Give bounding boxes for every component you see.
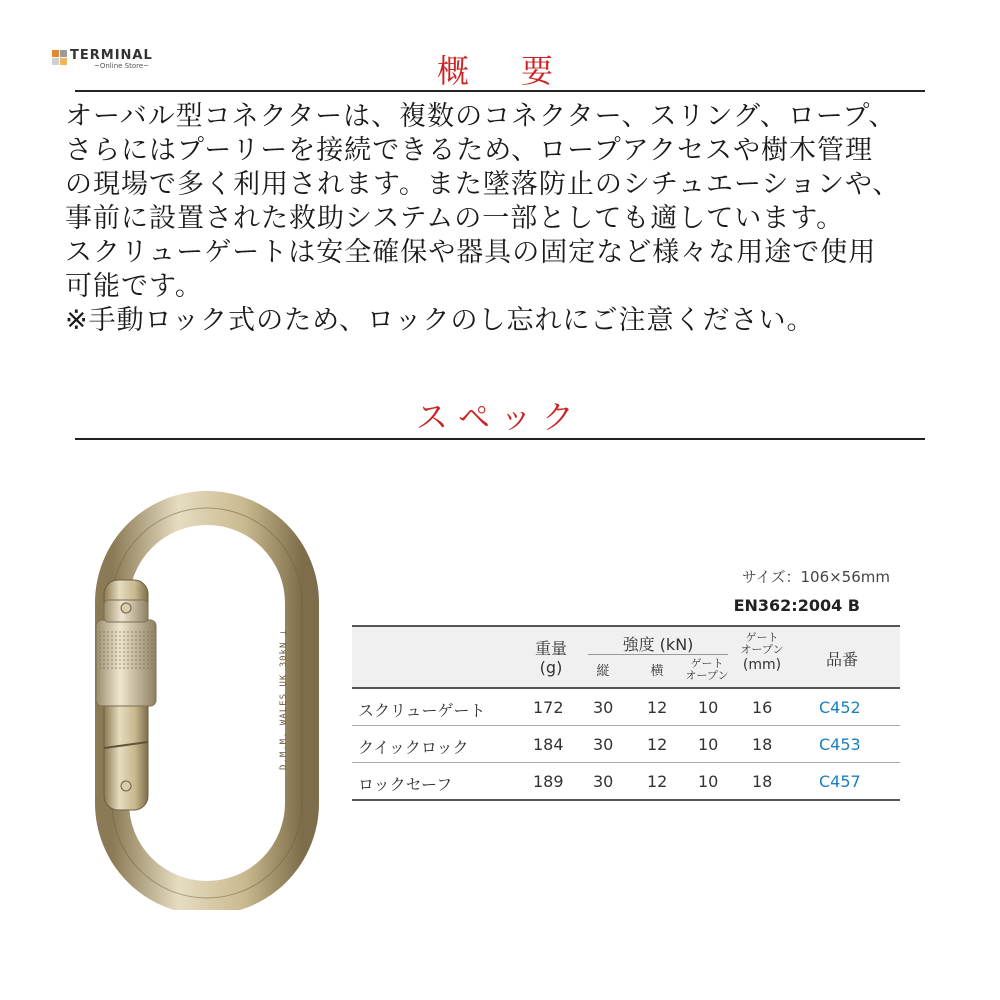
spec-table: [352, 625, 900, 801]
description-line: 事前に設置された救助システムの一部としても適しています。: [65, 203, 845, 234]
spec-divider: [75, 438, 925, 440]
spec-title: スペック: [415, 398, 584, 436]
standard-label: EN362:2004 B: [733, 596, 860, 615]
row-name: ロックセーフ: [358, 775, 453, 794]
table-row: [352, 689, 900, 726]
row-open: 16: [752, 698, 773, 717]
row-gate: 10: [698, 772, 719, 791]
logo-subtitle: ~Online Store~: [94, 62, 150, 70]
row-major: 30: [593, 772, 614, 791]
row-open: 18: [752, 772, 773, 791]
header-weight: 重量: [534, 639, 567, 658]
row-minor: 12: [647, 772, 668, 791]
header-major: 縦: [596, 664, 610, 679]
header-strength: 強度 (kN): [622, 635, 694, 654]
table-header: [352, 625, 900, 689]
header-gate-open-2: オープン: [740, 643, 784, 656]
description-line: 可能です。: [65, 271, 203, 302]
overview-divider: [75, 90, 925, 92]
description-line: スクリューゲートは安全確保や器具の固定など様々な用途で使用: [65, 237, 877, 268]
row-weight: 184: [533, 735, 564, 754]
description-line: ※手動ロック式のため、ロックのし忘れにご注意ください。: [65, 305, 815, 336]
header-minor: 横: [650, 664, 664, 679]
header-gate-open-strength-2: オープン: [685, 669, 729, 682]
row-major: 30: [593, 735, 614, 754]
table-row: [352, 726, 900, 763]
header-gate-open-strength-1: ゲート: [690, 657, 724, 670]
header-code: 品番: [825, 650, 858, 669]
row-minor: 12: [647, 735, 668, 754]
svg-text:D.M.M. WALES UK 30kN ⟂: D.M.M. WALES UK 30kN ⟂: [279, 628, 289, 770]
header-strength-divider: [588, 654, 728, 655]
row-weight: 172: [533, 698, 564, 717]
row-major: 30: [593, 698, 614, 717]
table-row: [352, 763, 900, 801]
description-line: さらにはプーリーを接続できるため、ロープアクセスや樹木管理: [65, 135, 873, 166]
row-open: 18: [752, 735, 773, 754]
row-gate: 10: [698, 735, 719, 754]
row-name: スクリューゲート: [358, 701, 486, 720]
logo-name: TERMINAL: [70, 48, 153, 63]
overview-description: [65, 100, 935, 338]
row-minor: 12: [647, 698, 668, 717]
header-gate-open-1: ゲート: [745, 631, 779, 644]
description-line: オーバル型コネクターは、複数のコネクター、スリング、ロープ、: [65, 101, 897, 132]
row-code: C453: [819, 735, 861, 754]
row-code: C457: [819, 772, 861, 791]
size-label: サイズ：106×56mm: [741, 568, 890, 586]
row-name: クイックロック: [358, 738, 469, 757]
carabiner-image: [90, 490, 340, 910]
row-weight: 189: [533, 772, 564, 791]
overview-title: 概 要: [436, 52, 563, 90]
row-gate: 10: [698, 698, 719, 717]
header-weight-unit: (g): [539, 658, 563, 677]
description-line: の現場で多く利用されます。また墜落防止のシチュエーションや、: [65, 169, 901, 200]
header-gate-open-unit: (mm): [742, 657, 782, 673]
row-code: C452: [819, 698, 861, 717]
